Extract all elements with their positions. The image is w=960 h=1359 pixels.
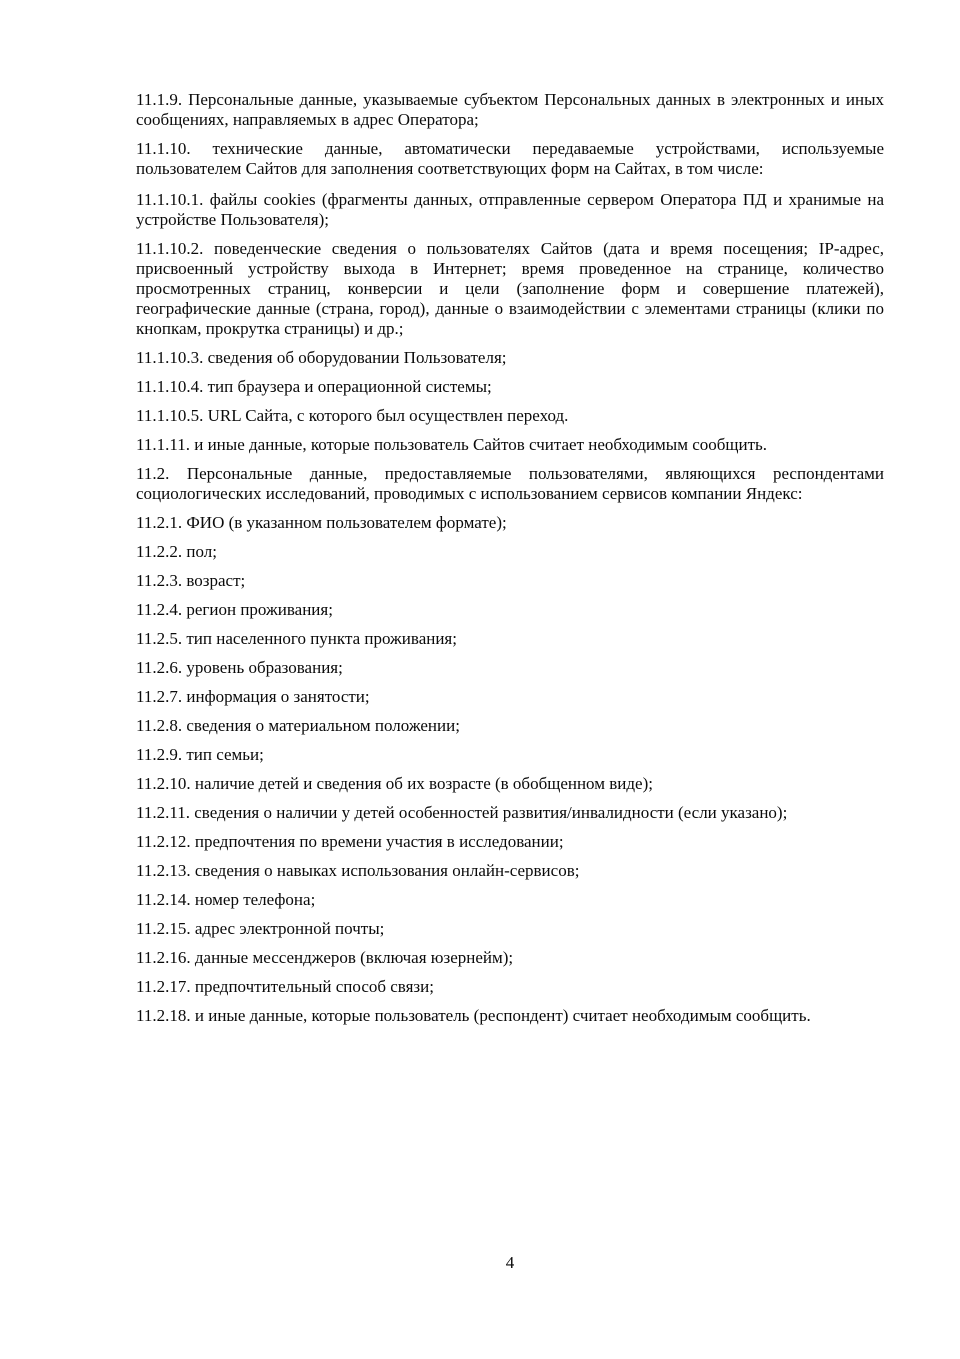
paragraph-11-1-10-1: 11.1.10.1. файлы cookies (фрагменты данных, отправленные сервером Оператора ПД и хранимые на устройстве Пользователя); [136, 190, 884, 229]
paragraph-11-1-10-2: 11.1.10.2. поведенческие сведения о пользователях Сайтов (дата и время посещения; IP-адрес, присвоенный устройству выхода в Интернет; время проведенное на странице, количество просмотренных страниц, конверсии и цели (заполнение форм и совершение платежей), географические данные (страна, город), данные о взаимодействии с элементами страницы (клики по кнопкам, прокрутка страницы) и др.; [136, 239, 884, 338]
paragraph-11-2: 11.2. Персональные данные, предоставляемые пользователями, являющихся респондентами социологических исследований, проводимых с использованием сервисов компании Яндекс: [136, 464, 884, 503]
paragraph-11-2-13: 11.2.13. сведения о навыках использования онлайн-сервисов; [136, 861, 580, 880]
paragraph-11-1-11: 11.1.11. и иные данные, которые пользователь Сайтов считает необходимым сообщить. [136, 435, 768, 454]
paragraph-11-2-11: 11.2.11. сведения о наличии у детей особенностей развития/инвалидности (если указано); [136, 803, 788, 822]
paragraph-11-2-4: 11.2.4. регион проживания; [136, 600, 333, 619]
page-number: 4 [505, 1253, 515, 1272]
paragraph-11-2-15: 11.2.15. адрес электронной почты; [136, 919, 385, 938]
paragraph-11-2-14: 11.2.14. номер телефона; [136, 890, 316, 909]
paragraph-11-1-10: 11.1.10. технические данные, автоматически передаваемые устройствами, используемые пользователем Сайтов для заполнения соответствующих форм на Сайтах, в том числе: [136, 139, 884, 178]
paragraph-11-2-6: 11.2.6. уровень образования; [136, 658, 343, 677]
paragraph-11-2-7: 11.2.7. информация о занятости; [136, 687, 370, 706]
paragraph-11-2-18: 11.2.18. и иные данные, которые пользователь (респондент) считает необходимым сообщить. [136, 1006, 811, 1025]
paragraph-11-2-2: 11.2.2. пол; [136, 542, 217, 561]
document-body [136, 90, 884, 1035]
paragraph-11-2-5: 11.2.5. тип населенного пункта проживания; [136, 629, 457, 648]
paragraph-11-2-8: 11.2.8. сведения о материальном положении; [136, 716, 460, 735]
paragraph-11-2-3: 11.2.3. возраст; [136, 571, 246, 590]
paragraph-11-2-9: 11.2.9. тип семьи; [136, 745, 264, 764]
paragraph-11-2-1: 11.2.1. ФИО (в указанном пользователем формате); [136, 513, 507, 532]
paragraph-11-1-10-3: 11.1.10.3. сведения об оборудовании Пользователя; [136, 348, 507, 367]
paragraph-11-2-17: 11.2.17. предпочтительный способ связи; [136, 977, 434, 996]
paragraph-11-1-9: 11.1.9. Персональные данные, указываемые субъектом Персональных данных в электронных и иных сообщениях, направляемых в адрес Оператора; [136, 90, 884, 129]
paragraph-11-1-10-4: 11.1.10.4. тип браузера и операционной системы; [136, 377, 492, 396]
paragraph-11-2-16: 11.2.16. данные мессенджеров (включая юзернейм); [136, 948, 514, 967]
paragraph-11-2-12: 11.2.12. предпочтения по времени участия в исследовании; [136, 832, 564, 851]
paragraph-11-1-10-5: 11.1.10.5. URL Сайта, с которого был осуществлен переход. [136, 406, 569, 425]
paragraph-11-2-10: 11.2.10. наличие детей и сведения об их возрасте (в обобщенном виде); [136, 774, 653, 793]
